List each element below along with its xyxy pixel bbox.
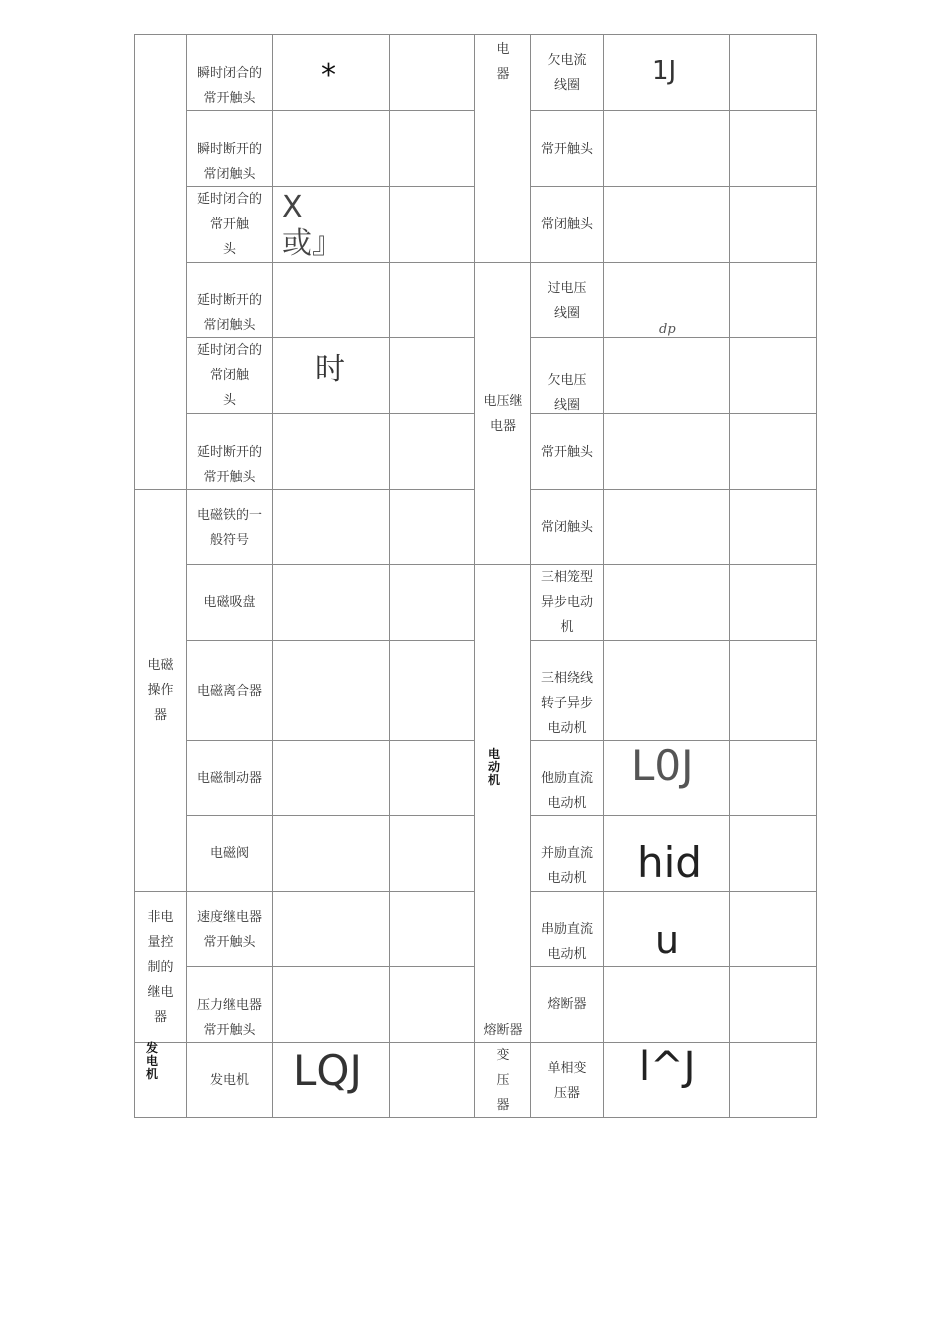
component-name: 三相绕线 转子异步 电动机 [540,671,593,736]
component-name: 常开触头 [540,141,593,157]
component-name: 三相笼型 异步电动 机 [540,570,593,635]
component-name: 延时闭合的 常开触 头 [196,192,262,257]
symbol-glyph: dp [659,322,676,337]
symbol-glyph: hid [637,838,702,887]
group-label-transformer: 变 压 器 [496,1048,510,1113]
component-name: 并励直流 电动机 [540,846,593,886]
table-border-right [816,34,817,1118]
column-divider [729,34,730,1118]
group-label-non-electric-relay: 非电 量控 制的 继电 器 [147,909,174,1025]
symbol-glyph: 1J [652,56,677,86]
component-name: 电磁制动器 [196,771,262,786]
component-name: 常闭触头 [540,217,593,232]
component-name: 电磁离合器 [196,683,262,699]
component-name: 串励直流 电动机 [540,922,593,962]
column-divider [474,34,475,1118]
component-name: 延时闭合的 常闭触 头 [196,343,262,408]
component-name: 延时断开的 常闭触头 [196,293,262,333]
component-name: 压力继电器 常开触头 [196,998,262,1038]
component-name: 电磁阀 [209,846,249,861]
component-name: 欠电流 线圈 [547,53,587,93]
group-label-voltage-relay: 电压继 电器 [483,394,523,434]
symbol-glyph: 时 [315,352,345,387]
component-name: 单相变 压器 [547,1060,587,1101]
group-label-motor: 电 动 机 [488,746,501,787]
group-label-generator: 发 电 机 [146,1041,159,1081]
component-name: 欠电压 线圈 [547,373,587,413]
component-name: 常开触头 [540,444,593,460]
group-label-fuse: 熔断器 [483,1023,523,1038]
component-name: 常闭触头 [540,520,593,535]
symbol-glyph: u [655,918,680,962]
group-label-current-relay: 电 器 [496,42,510,82]
symbol-glyph: LQJ [293,1046,362,1095]
component-name: 速度继电器 常开触头 [196,909,262,950]
component-name: 瞬时断开的 常闭触头 [196,142,262,182]
component-name: 电磁吸盘 [203,595,256,610]
symbol-glyph: L0J [631,741,694,790]
column-divider [389,34,390,1118]
column-divider [272,34,273,1118]
component-name: 电磁铁的一 般符号 [196,507,262,548]
component-name: 熔断器 [547,997,587,1012]
component-name: 发电机 [209,1073,249,1088]
component-name: 过电压 线圈 [547,280,587,321]
symbol-glyph: X 或』 [282,190,342,261]
component-name: 瞬时闭合的 常开触头 [196,66,262,106]
group-label-em-operator: 电磁 操作 器 [147,658,174,723]
column-divider [603,34,604,1118]
component-name: 延时断开的 常开触头 [196,445,262,485]
symbol-glyph: l^J [639,1044,696,1090]
symbol-glyph: * [321,58,336,93]
component-name: 他励直流 电动机 [540,771,593,811]
